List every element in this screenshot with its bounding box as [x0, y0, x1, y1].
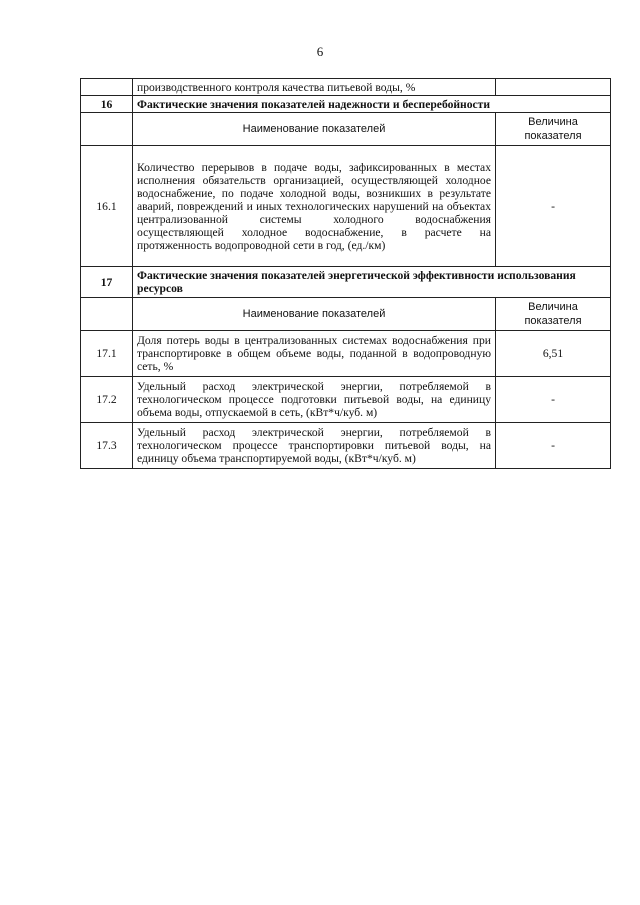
row-description: Удельный расход электрической энергии, потребляемой в технологическом процессе подготовки питьевой воды, на единицу объема воды, отпускаемой в сеть, (кВт*ч/куб. м) — [133, 377, 496, 423]
row-description: Количество перерывов в подаче воды, зафиксированных в местах исполнения обязательств организацией, осуществляющей холодное водоснабжение, по подаче холодной воды, возникших в результате аварий, повреждений и иных технологических нарушений на объектах централизованной системы холодного водоснабжения осуществляющей холодное водоснабжение, в расчете на протяженность водопроводной сети в год, (ед./км) — [133, 146, 496, 267]
row-value: - — [496, 377, 611, 423]
column-header-value: Величина показателя — [496, 298, 611, 331]
row-number: 16.1 — [81, 146, 133, 267]
table-row — [81, 331, 611, 377]
row-value: - — [496, 423, 611, 469]
section-row-16 — [81, 96, 611, 113]
table-cell-empty — [81, 298, 133, 331]
table-header-row — [81, 113, 611, 146]
row-description: Доля потерь воды в централизованных системах водоснабжения при транспортировке в общем объеме воды, поданной в водопроводную сеть, % — [133, 331, 496, 377]
column-header-name: Наименование показателей — [133, 298, 496, 331]
section-number: 17 — [81, 267, 133, 298]
table-row — [81, 146, 611, 267]
section-row-17 — [81, 267, 611, 298]
row-number: 17.3 — [81, 423, 133, 469]
section-number: 16 — [81, 96, 133, 113]
indicators-table — [80, 78, 611, 469]
column-header-name: Наименование показателей — [133, 113, 496, 146]
row-description: Удельный расход электрической энергии, потребляемой в технологическом процессе транспортировки питьевой воды, на единицу объема транспортируемой воды, (кВт*ч/куб. м) — [133, 423, 496, 469]
section-title: Фактические значения показателей надежности и бесперебойности — [133, 96, 611, 113]
table-cell-empty — [496, 79, 611, 96]
table-row-continuation — [81, 79, 611, 96]
page-number: 6 — [316, 44, 324, 59]
section-title: Фактические значения показателей энергетической эффективности использования ресурсов — [133, 267, 611, 298]
column-header-value: Величина показателя — [496, 113, 611, 146]
continuation-text: производственного контроля качества питьевой воды, % — [133, 79, 496, 96]
table-cell-empty — [81, 113, 133, 146]
table-row — [81, 377, 611, 423]
table-header-row — [81, 298, 611, 331]
table-row — [81, 423, 611, 469]
table-cell-empty — [81, 79, 133, 96]
row-number: 17.2 — [81, 377, 133, 423]
row-value: 6,51 — [496, 331, 611, 377]
row-value: - — [496, 146, 611, 267]
row-number: 17.1 — [81, 331, 133, 377]
